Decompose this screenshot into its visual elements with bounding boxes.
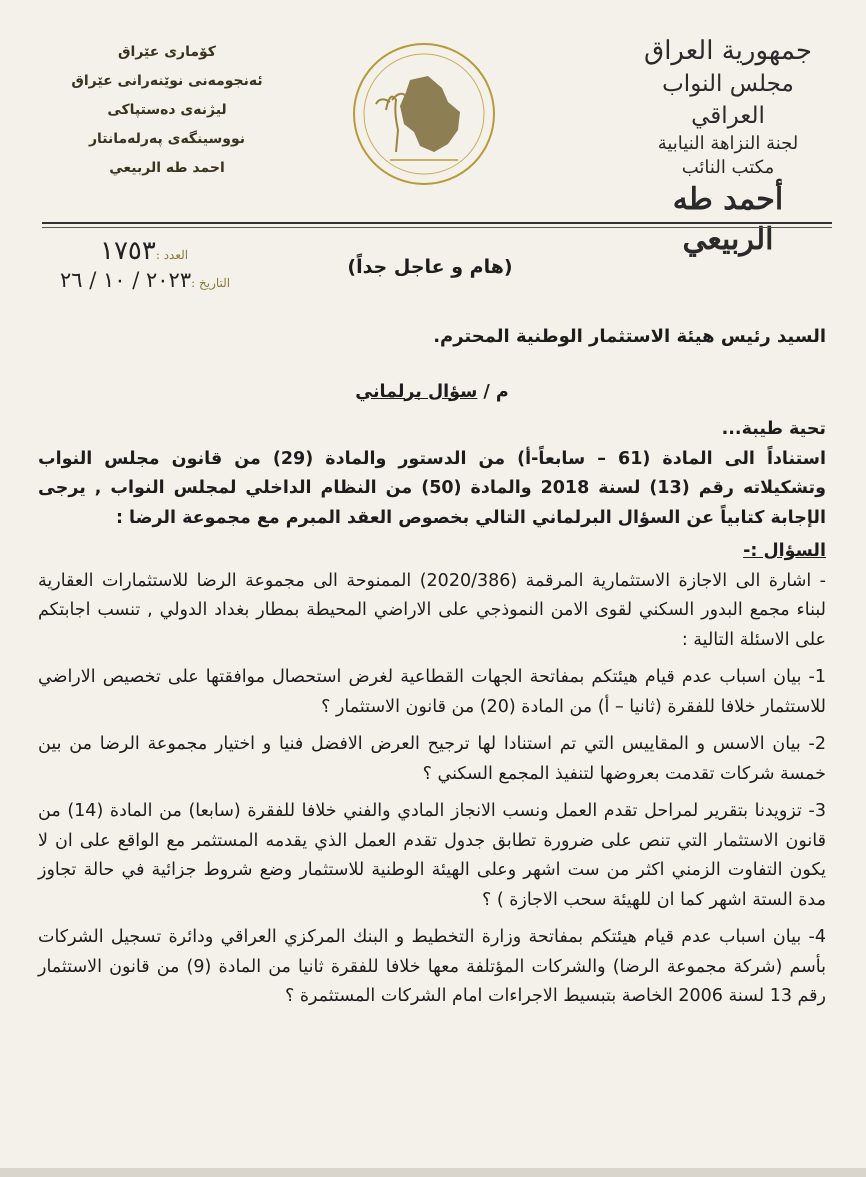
reference-date: ٢٠٢٣ / ١٠ / ٢٦	[60, 268, 192, 292]
letterhead-line: نووسینگەی پەرلەمانتار	[88, 131, 246, 147]
subject-line	[38, 378, 826, 408]
header-divider	[42, 227, 832, 228]
intro-paragraph: استناداً الى المادة (61 – سابعاً-أ) من الدستور والمادة (29) من قانون مجلس النواب وتشكيلاته رقم (13) لسنة 2018 والمادة (50) من النظام الداخلي لمجلس النواب , يرجى الإجابة كتابياً عن السؤال البرلماني التالي بخصوص العقد المبرم مع مجموعة الرضا :	[38, 448, 827, 528]
page-bottom-edge	[0, 1168, 866, 1177]
subject-prefix: م /	[483, 381, 509, 402]
reference-block	[60, 236, 290, 294]
header-divider	[42, 222, 832, 224]
letterhead-line: ئەنجومەنی نوێنەرانی عێراق	[71, 73, 263, 89]
letterhead-line: مجلس النواب العراقي	[662, 71, 794, 129]
reference-number-label: العدد :	[155, 248, 189, 262]
questions-heading: السؤال :-	[743, 541, 826, 561]
question-item: 4- بيان اسباب عدم قيام هيئتكم بمفاتحة وزارة التخطيط و البنك المركزي العراقي ودائرة تسجيل الشركات بأسم (شركة مجموعة الرضا) والشركات المؤتلفة معها خلافا للفقرة ثانيا من المادة (9) من قانون الاستثمار رقم 13 لسنة 2006 الخاصة بتبسيط الاجراءات امام الشركات المستثمرة ؟	[38, 927, 827, 1006]
addressee: السيد رئيس هيئة الاستثمار الوطنية المحترم.	[433, 326, 826, 347]
letterhead-line: لجنة النزاهة النيابية	[657, 133, 799, 154]
preamble-paragraph: - اشارة الى الاجازة الاستثمارية المرقمة (2020/386) الممنوحة الى مجموعة الرضا للاستثمارات العقارية لبناء مجمع البدور السكني لقوى الامن النموذجي على الاراضي المحيطة بمطار بغداد الدولي , تنسب اجابتكم على الاسئلة التالية :	[38, 570, 826, 650]
reference-date-label: التاريخ :	[191, 276, 231, 290]
subject: سؤال برلماني	[355, 381, 478, 402]
letterhead-kurdish	[52, 38, 282, 183]
urgency-note: (هام و عاجل جداً)	[347, 256, 513, 278]
letterhead-line: لیژنەی دەستپاكی	[107, 102, 227, 118]
question-item: 3- تزويدنا بتقرير لمراحل تقدم العمل ونسب الانجاز المادي والفني خلافا للفقرة (سابعا) من المادة (14) من قانون الاستثمار التي تنص على ضرورة تطابق جدول تقدم العمل الذي يقدمه المستثمر مع الواقع على ان لا يكون التفاوت الزمني اكثر من ست اشهر وعلى الهيئة الوطنية للاستثمار وضع شروط جزائية في حالة تجاوز مدة الستة اشهر كما ان للهيئة سحب الاجازة ) ؟	[38, 801, 826, 910]
question-item: 1- بيان اسباب عدم قيام هيئتكم بمفاتحة الجهات القطاعية لغرض استحصال موافقتها على تخصيص الاراضي للاستثمار خلافا للفقرة (ثانيا – أ) من المادة (20) من قانون الاستثمار ؟	[38, 667, 826, 717]
reference-number: ١٧٥٣	[100, 236, 156, 266]
letterhead-name: احمد طه الربيعي	[109, 160, 225, 176]
parliament-seal-icon	[350, 40, 498, 188]
letterhead-name: أحمد طه الربيعي	[672, 182, 784, 257]
letterhead-line: مكتب النائب	[681, 157, 775, 178]
greeting: تحية طيبة...	[721, 419, 826, 439]
question-item: 2- بيان الاسس و المقاييس التي تم استنادا لها ترجيح العرض الافضل فنيا و اختيار مجموعة الرضا من بين خمسة شركات تقدمت بعروضها لتنفيذ المجمع السكني ؟	[38, 734, 826, 784]
letterhead-line: جمهورية العراق	[644, 36, 812, 66]
letter-body	[38, 322, 826, 1012]
letterhead-line: كۆماری عێراق	[118, 44, 216, 60]
